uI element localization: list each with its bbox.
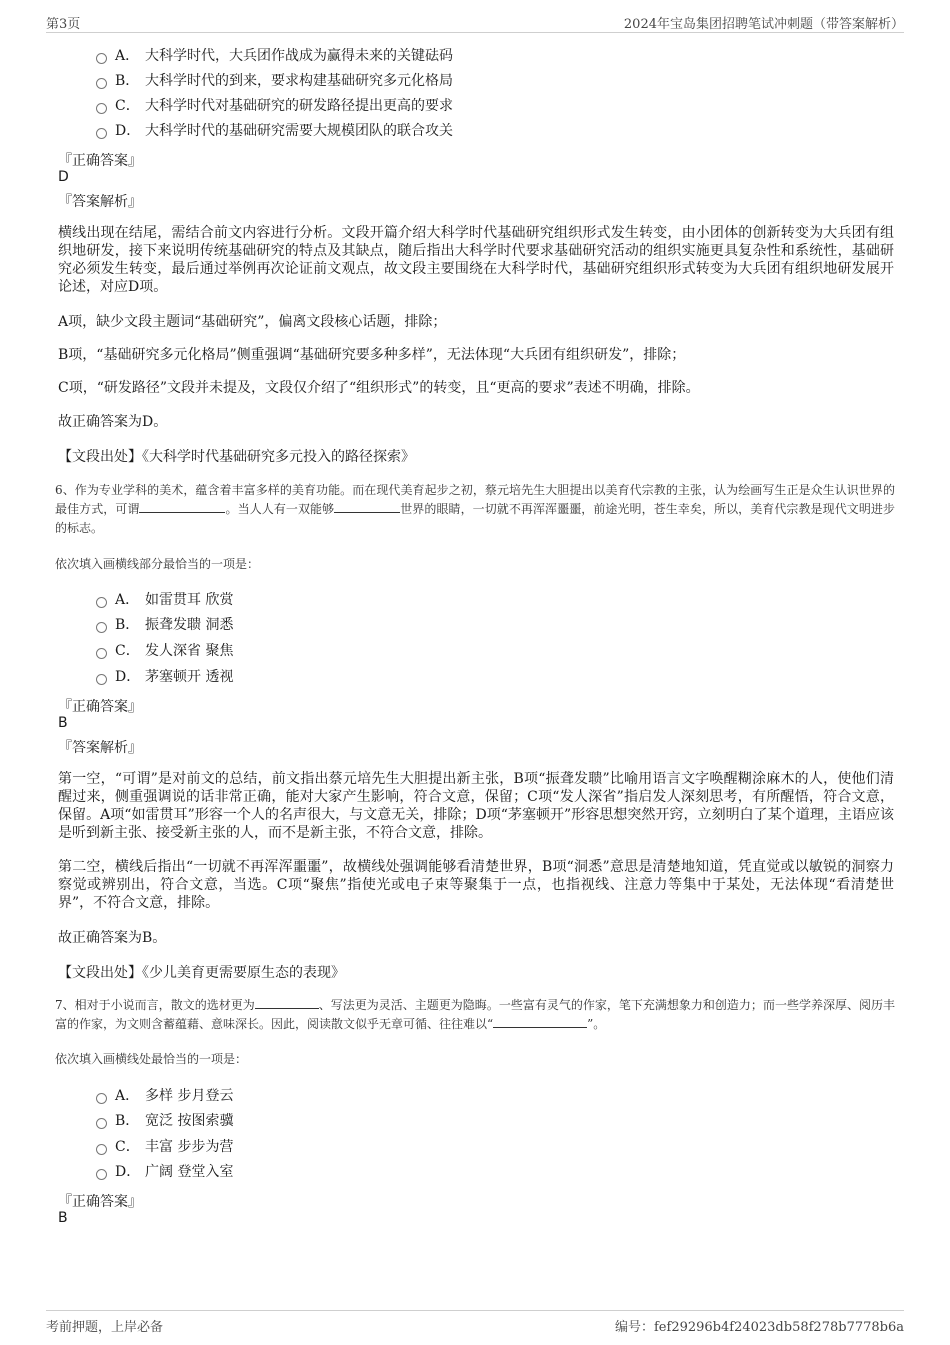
q7-blank-2 <box>493 1015 587 1028</box>
radio-icon[interactable] <box>96 1118 107 1129</box>
q5-option-b[interactable]: B． 大科学时代的到来，要求构建基础研究多元化格局 <box>96 71 453 91</box>
q7-blank-1 <box>255 996 319 1009</box>
q7-option-b[interactable]: B． 宽泛 按图索骥 <box>96 1111 233 1131</box>
q5-option-c[interactable]: C． 大科学时代对基础研究的研发路径提出更高的要求 <box>96 96 453 116</box>
q5-answer: D <box>58 169 69 185</box>
page-number: 第3页 <box>46 17 81 32</box>
q7-option-a[interactable]: A． 多样 步月登云 <box>96 1086 233 1106</box>
q6-question-text: 6、作为专业学科的美术，蕴含着丰富多样的美育功能。而在现代美育起步之初，蔡元培先生大胆提出以美育代宗教的主张，认为绘画写生正是众生认识世界的最佳方式，可谓 。当人人有一双能够 世界的眼睛，一切就不再浑浑噩噩，前途光明，苍生幸矣，所以，美育代宗教是现代文明进步的标志。 <box>55 483 895 535</box>
q6-analysis-paragraph: 第一空，“可谓”是对前文的总结，前文指出蔡元培先生大胆提出新主张，B项“振聋发聩”比喻用语言文字唤醒糊涂麻木的人，使他们清醒过来，侧重强调说的话非常正确，能对大家产生影响，符合文意，保留；C项“发人深省”指启发人深刻思考，有所醒悟，符合文意，保留。A项“如雷贯耳”形容一个人的名声很大，与文意无关，排除；D项“茅塞顿开”形容思想突然开窍，立刻明白了某个道理，主语应该是听到新主张、接受新主张的人，而不是新主张，不符合文意，排除。 <box>58 771 894 841</box>
q6-option-c[interactable]: C． 发人深省 聚焦 <box>96 641 233 661</box>
q7-answer: B <box>58 1210 68 1226</box>
q7-option-c[interactable]: C． 丰富 步步为营 <box>96 1137 233 1157</box>
q5-analysis-paragraph: C项，“研发路径”文段并未提及，文段仅介绍了“组织形式”的转变，且“更高的要求”表述不明确，排除。 <box>58 380 700 396</box>
radio-icon[interactable] <box>96 674 107 685</box>
page-footer <box>46 1310 904 1335</box>
radio-icon[interactable] <box>96 597 107 608</box>
q5-source: 【文段出处】《大科学时代基础研究多元投入的路径探索》 <box>58 449 415 465</box>
q6-source: 【文段出处】《少儿美育更需要原生态的表现》 <box>58 965 345 981</box>
q6-blank-1 <box>139 500 225 513</box>
q6-answer: B <box>58 715 68 731</box>
q7-option-d[interactable]: D． 广阔 登堂入室 <box>96 1162 233 1182</box>
radio-icon[interactable] <box>96 1169 107 1180</box>
q7-answer-label: 『正确答案』 <box>58 1194 142 1210</box>
radio-icon[interactable] <box>96 128 107 139</box>
q6-option-a[interactable]: A． 如雷贯耳 欣赏 <box>96 590 233 610</box>
page-header <box>46 10 904 33</box>
q6-option-d[interactable]: D． 茅塞顿开 透视 <box>96 667 233 687</box>
q6-analysis-label: 『答案解析』 <box>58 740 142 756</box>
radio-icon[interactable] <box>96 1093 107 1104</box>
q6-prompt: 依次填入画横线部分最恰当的一项是： <box>55 557 260 571</box>
q7-question-text: 7、相对于小说而言，散文的选材更为 、写法更为灵活、主题更为隐晦。一些富有灵气的作家，笔下充满想象力和创造力；而一些学养深厚、阅历丰富的作家，为文则含蓄蕴藉、意味深长。因此，阅读散文似乎无章可循、往往难以“ ”。 <box>55 998 895 1031</box>
q6-answer-label: 『正确答案』 <box>58 699 142 715</box>
radio-icon[interactable] <box>96 1144 107 1155</box>
document-id: 编号：fef29296b4f24023db58f278b7778b6a <box>615 1320 904 1335</box>
q6-blank-2 <box>334 500 400 513</box>
q7-prompt: 依次填入画横线处最恰当的一项是： <box>55 1052 248 1066</box>
q5-analysis-paragraph: B项，“基础研究多元化格局”侧重强调“基础研究要多种多样”，无法体现“大兵团有组织研发”，排除； <box>58 347 686 363</box>
q5-option-a[interactable]: A． 大科学时代，大兵团作战成为赢得未来的关键砝码 <box>96 46 453 66</box>
radio-icon[interactable] <box>96 53 107 64</box>
q6-analysis-paragraph: 第二空，横线后指出“一切就不再浑浑噩噩”，故横线处强调能够看清楚世界，B项“洞悉”意思是清楚地知道，凭直觉或以敏锐的洞察力察觉或辨别出，符合文意，当选。C项“聚焦”指使光或电子束等聚集于一点，也指视线、注意力等集中于某处，无法体现“看清楚世界”，不符合文意，排除。 <box>58 859 894 911</box>
q5-analysis-paragraph: A项，缺少文段主题词“基础研究”，偏离文段核心话题，排除； <box>58 314 447 330</box>
q5-option-d[interactable]: D． 大科学时代的基础研究需要大规模团队的联合攻关 <box>96 121 453 141</box>
radio-icon[interactable] <box>96 78 107 89</box>
q5-analysis-paragraph: 故正确答案为D。 <box>58 414 168 430</box>
radio-icon[interactable] <box>96 622 107 633</box>
q5-analysis-label: 『答案解析』 <box>58 194 142 210</box>
q5-analysis-paragraph: 横线出现在结尾，需结合前文内容进行分析。文段开篇介绍大科学时代基础研究组织形式发生转变，由小团体的创新转变为大兵团有组织地研发，接下来说明传统基础研究的特点及其缺点，随后指出大科学时代要求基础研究活动的组织实施更具复杂性和系统性，基础研究必须发生转变，最后通过举例再次论证前文观点，故文段主要围绕在大科学时代，基础研究组织形式转变为大兵团有组织地研发展开论述，对应D项。 <box>58 225 894 295</box>
q5-answer-label: 『正确答案』 <box>58 153 142 169</box>
q6-analysis-paragraph: 故正确答案为B。 <box>58 930 167 946</box>
radio-icon[interactable] <box>96 648 107 659</box>
q6-option-b[interactable]: B． 振聋发聩 洞悉 <box>96 615 233 635</box>
radio-icon[interactable] <box>96 103 107 114</box>
footer-slogan: 考前押题，上岸必备 <box>46 1320 164 1335</box>
document-title: 2024年宝岛集团招聘笔试冲刺题（带答案解析） <box>623 17 904 32</box>
